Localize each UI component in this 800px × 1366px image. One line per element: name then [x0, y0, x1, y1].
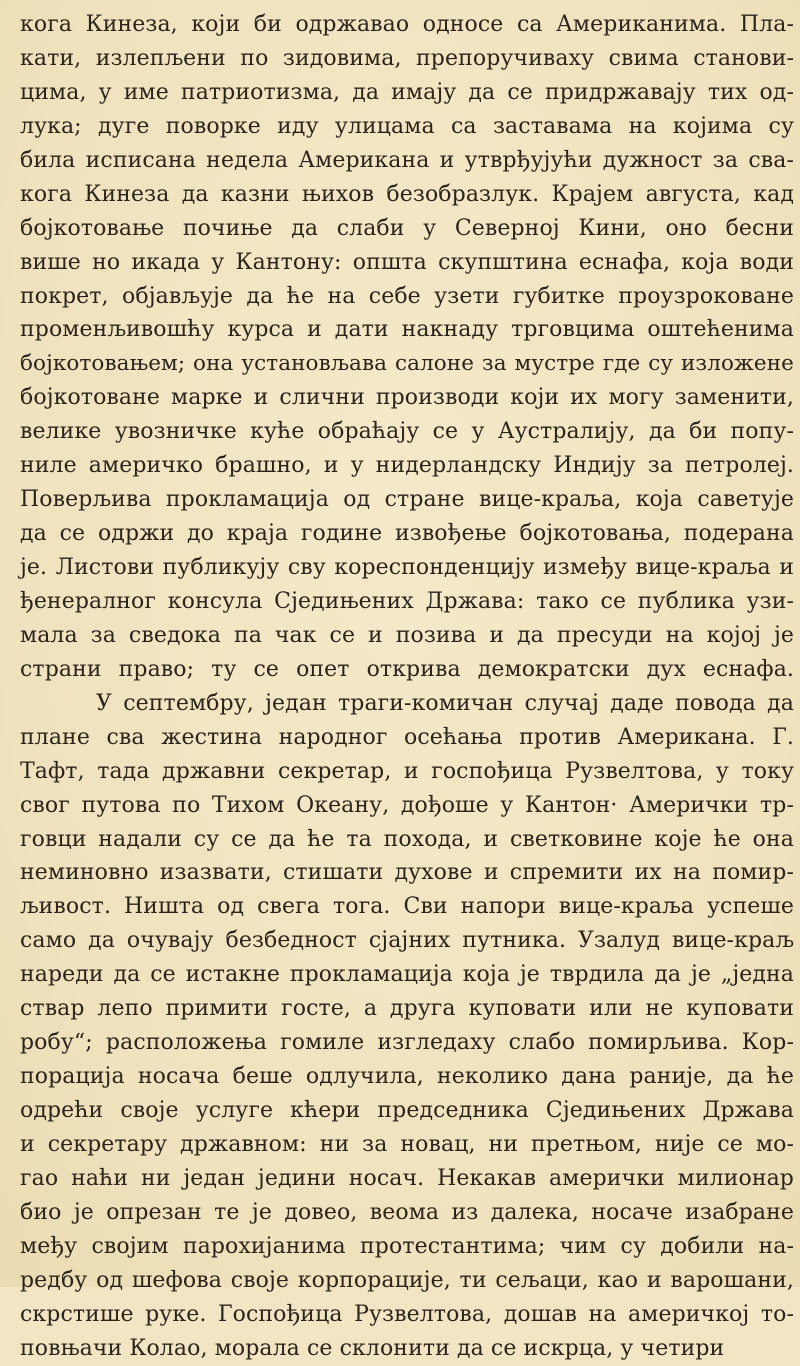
text-line: међу својим парохијанима протестантима; чим су добили на- — [20, 1233, 794, 1259]
text-line: лука; дуге поворке иду улицама са заставама на којима су — [20, 113, 794, 139]
text-line: говци надали су се да ће та похода, и светковине које ће она — [20, 826, 794, 852]
text-line: бојкотовањем; она установљава салоне за мустре где су изложене — [20, 351, 794, 377]
text-line: свог путова по Тихом Океану, дођоше у Кантон· Амерички тр- — [20, 792, 794, 818]
text-line: кати, излепљени по зидовима, препоручиваху свима станови- — [20, 45, 794, 71]
text-line: љивост. Ништа од свега тога. Сви напори вице-краља успеше — [20, 894, 794, 920]
text-line: робу“; расположења гомиле изгледаху слабо помирљива. Кор- — [20, 1030, 794, 1056]
text-line: велике увозничке куће обраћају се у Аустралију, да би попу- — [20, 419, 794, 445]
text-line: ниле америчко брашно, и у нидерландску Индију за петролеј. — [20, 453, 794, 479]
text-line: да се одржи до краја године извођење бојкотовања, подерана — [20, 521, 794, 547]
text-line: гао наћи ни један једини носач. Некакав амерички милионар — [20, 1165, 794, 1191]
text-line: У септембру, један траги-комичан случај даде повода да — [96, 690, 794, 716]
text-line: бојкотовање почиње да слаби у Северној Кини, оно бесни — [20, 215, 794, 241]
text-line: повњачи Колао, морала се склонити да се искрца, у четири — [20, 1335, 725, 1361]
text-line: Тафт, тада државни секретар, и госпођица Рузвелтова, у току — [20, 758, 794, 784]
text-line: нареди да се истакне прокламација која је тврдила да је „једна — [20, 962, 794, 988]
text-line: био је опрезан те је довео, веома из далека, носаче изабране — [20, 1199, 794, 1225]
text-line: цима, у име патриотизма, да имају да се придржавају тих од- — [20, 79, 794, 105]
text-line: ђенералног консула Сједињених Држава: тако се публика узи- — [20, 588, 794, 614]
text-line: мала за сведока па чак се и позива и да пресуди на којој је — [20, 622, 794, 648]
text-line: променљивошћу курса и дати накнаду трговцима оштећенима — [20, 317, 794, 343]
text-line: кога Кинеза, који би одржавао односе са Американима. Пла- — [20, 12, 794, 37]
text-line: редбу од шефова своје корпорације, ти сељаци, као и варошани, — [20, 1267, 794, 1293]
text-line: ствар лепо примити госте, а друга куповати или не куповати — [20, 996, 794, 1022]
text-line: покрет, објављује да ће на себе узети губитке проузроковане — [20, 283, 794, 309]
text-line: више но икада у Кантону: општа скупштина еснафа, која води — [20, 249, 794, 275]
body-text — [20, 8, 800, 1366]
text-line: бојкотоване марке и слични производи који их могу заменити, — [20, 385, 794, 411]
text-line: Поверљива прокламација од стране вице-краља, која саветује — [20, 487, 794, 513]
text-line: скрстише руке. Госпођица Рузвелтова, дошав на америчкој то- — [20, 1301, 794, 1327]
text-line: била исписана недела Американа и утврђујући дужност за сва- — [20, 147, 794, 173]
text-line: одрећи своје услуге кћери председника Сједињених Држава — [20, 1098, 794, 1123]
text-line: је. Листови публикују сву кореспонденцију између вице-краља и — [20, 555, 794, 580]
text-line: само да очувају безбедност сјајних путника. Узалуд вице-краљ — [20, 928, 794, 954]
text-line: неминовно изазвати, стишати духове и спремити их на помир- — [20, 860, 794, 886]
text-line: страни право; ту се опет открива демократски дух еснафа. — [20, 656, 794, 682]
text-line: порација носача беше одлучила, неколико дана раније, да ће — [20, 1064, 794, 1090]
text-line: кога Кинеза да казни њихов безобразлук. Крајем августа, кад — [20, 181, 794, 207]
text-line: плане сва жестина народног осећања против Американа. Г. — [20, 724, 794, 750]
text-line: и секретару државном: ни за новац, ни претњом, није се мо- — [20, 1131, 794, 1157]
